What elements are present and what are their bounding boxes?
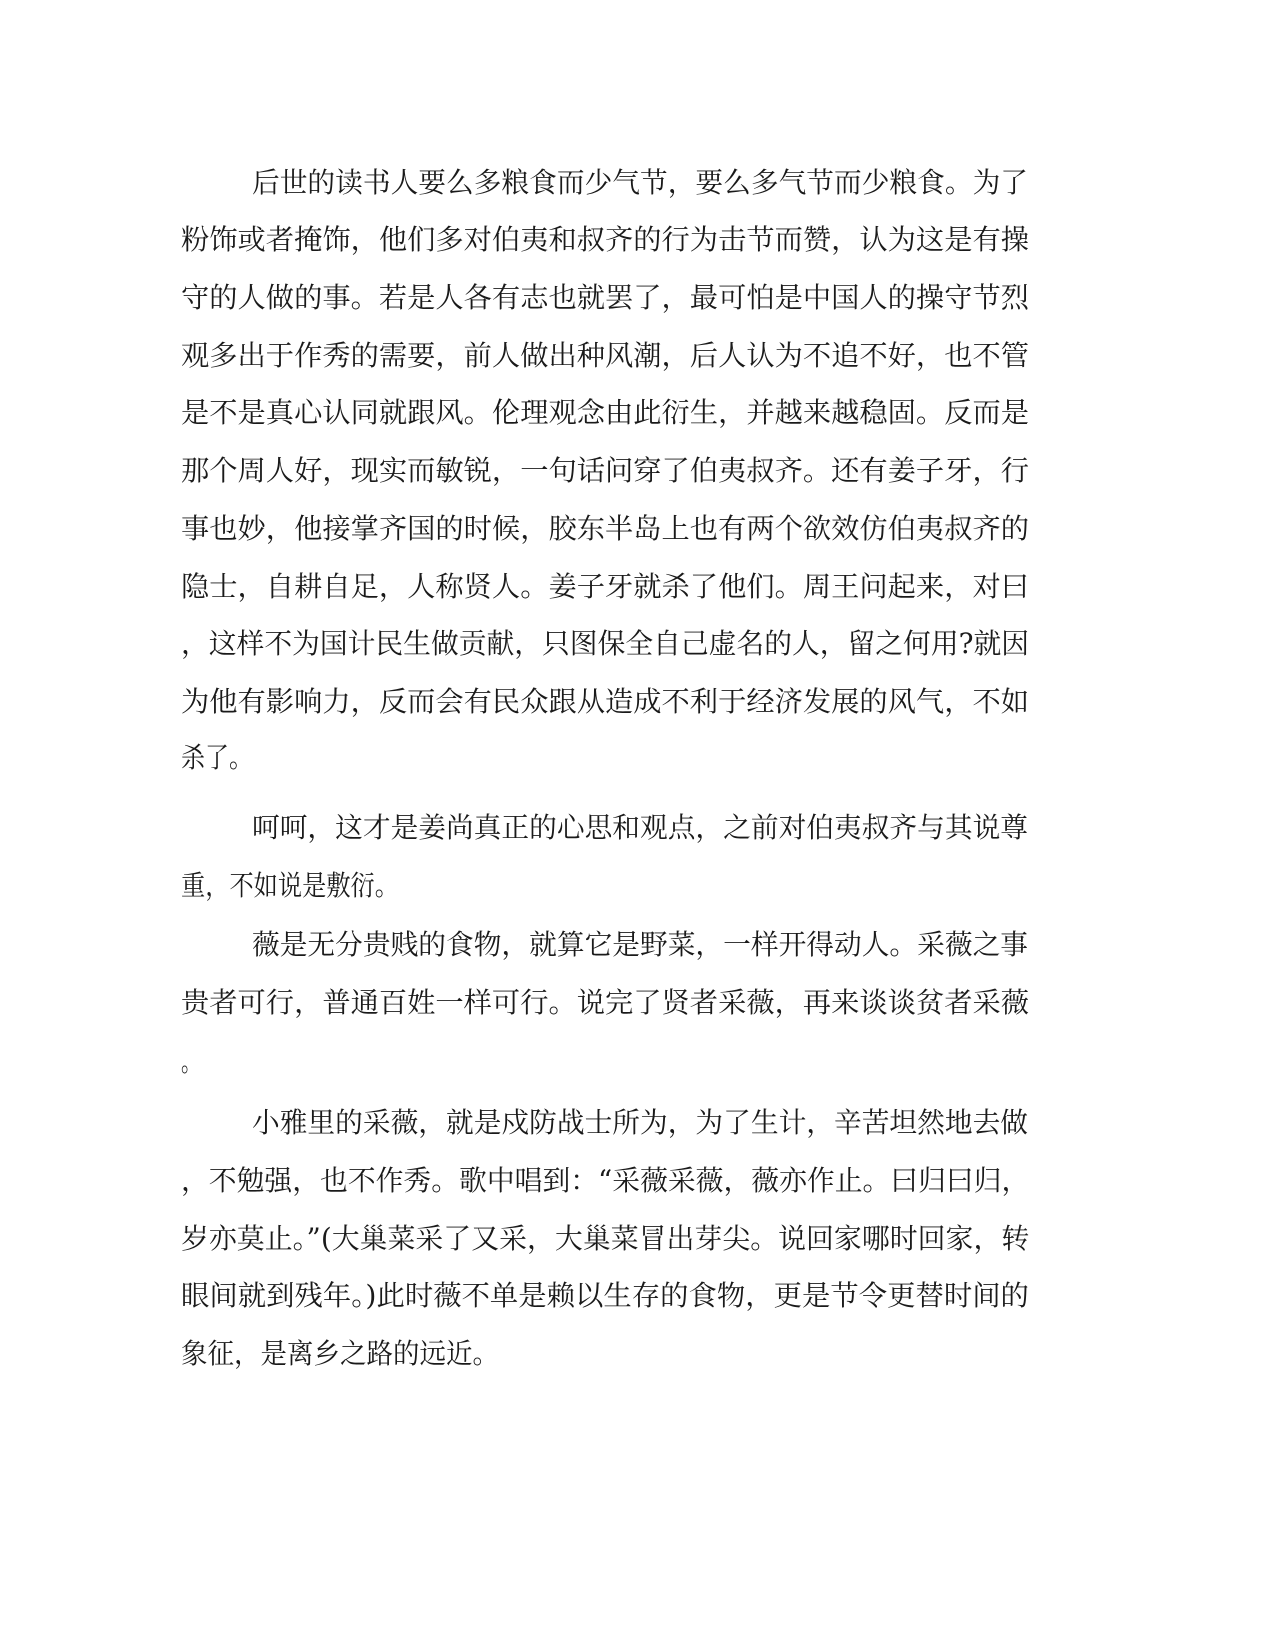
text-line: 。 bbox=[181, 1045, 202, 1078]
text-line: 重，不如说是敷衍。 bbox=[181, 869, 400, 902]
text-line: 事也妙，他接掌齐国的时候，胶东半岛上也有两个欲效仿伯夷叔齐的 bbox=[181, 512, 1030, 545]
text-line: 眼间就到残年。)此时薇不单是赖以生存的食物，更是节令更替时间的 bbox=[181, 1279, 1029, 1312]
text-line: 呵呵，这才是姜尚真正的心思和观点，之前对伯夷叔齐与其说尊 bbox=[252, 811, 1029, 844]
text-line: 守的人做的事。若是人各有志也就罢了，最可怕是中国人的操守节烈 bbox=[181, 281, 1030, 314]
text-line: ，不勉强，也不作秀。歌中唱到：“采薇采薇，薇亦作止。曰归曰归， bbox=[181, 1164, 1030, 1197]
text-line: 为他有影响力，反而会有民众跟从造成不利于经济发展的风气，不如 bbox=[181, 685, 1030, 718]
text-line: 岁亦莫止。”(大巢菜采了又采，大巢菜冒出芽尖。说回家哪时回家，转 bbox=[181, 1222, 1030, 1255]
text-line: 贵者可行，普通百姓一样可行。说完了贤者采薇，再来谈谈贫者采薇 bbox=[181, 986, 1030, 1019]
text-line: 后世的读书人要么多粮食而少气节，要么多气节而少粮食。为了 bbox=[252, 166, 1029, 199]
text-line: 是不是真心认同就跟风。伦理观念由此衍生，并越来越稳固。反而是 bbox=[181, 396, 1030, 429]
text-line: 小雅里的采薇，就是戍防战士所为，为了生计，辛苦坦然地去做 bbox=[252, 1106, 1029, 1139]
text-line: 那个周人好，现实而敏锐，一句话问穿了伯夷叔齐。还有姜子牙，行 bbox=[181, 454, 1030, 487]
text-line: 隐士，自耕自足，人称贤人。姜子牙就杀了他们。周王问起来，对曰 bbox=[181, 570, 1030, 603]
text-line: 象征，是离乡之路的远近。 bbox=[181, 1337, 500, 1370]
text-line: 观多出于作秀的需要，前人做出种风潮，后人认为不追不好，也不管 bbox=[181, 339, 1030, 372]
text-line: 薇是无分贵贱的食物，就算它是野菜，一样开得动人。采薇之事 bbox=[252, 928, 1029, 961]
text-line: 粉饰或者掩饰，他们多对伯夷和叔齐的行为击节而赞，认为这是有操 bbox=[181, 223, 1030, 256]
text-line: ，这样不为国计民生做贡献，只图保全自己虚名的人，留之何用?就因 bbox=[181, 627, 1030, 660]
text-line: 杀了。 bbox=[181, 741, 254, 774]
